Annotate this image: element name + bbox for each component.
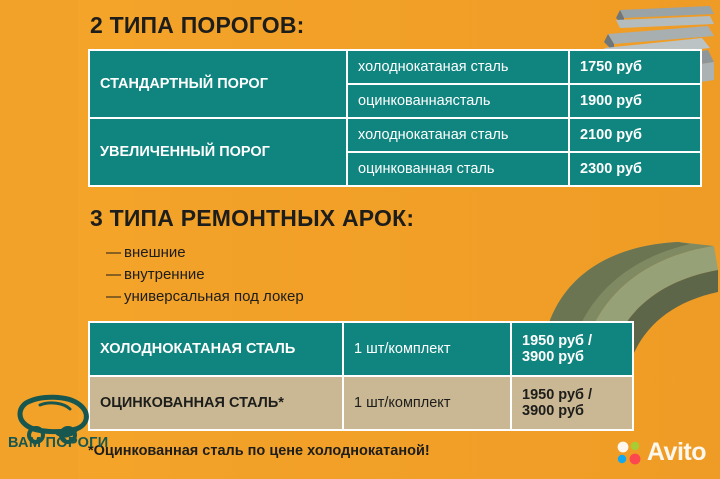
arches-title: 3 ТИПА РЕМОНТНЫХ АРОК: [90, 205, 415, 231]
sill-price: 1900 руб [569, 84, 701, 118]
poster-content [88, 12, 648, 459]
list-item: — внешние [106, 242, 648, 264]
arch-quantity: 1 шт/комплект [343, 376, 511, 430]
arches-price-table [88, 321, 634, 431]
arch-material: ХОЛОДНОКАТАНАЯ СТАЛЬ [89, 322, 343, 376]
sill-price: 2100 руб [569, 118, 701, 152]
brand-logo-text: ВАМ ПОРОГИ [8, 435, 109, 451]
table-row [89, 322, 633, 376]
sill-category: СТАНДАРТНЫЙ ПОРОГ [89, 50, 347, 118]
sill-material: холоднокатаная сталь [347, 50, 569, 84]
table-row [89, 50, 701, 84]
sills-title: 2 ТИПА ПОРОГОВ: [90, 12, 305, 38]
arch-types-list [88, 242, 648, 307]
avito-watermark [616, 438, 706, 467]
list-item: — универсальная под локер [106, 286, 648, 308]
sill-price: 2300 руб [569, 152, 701, 186]
arch-price: 1950 руб / 3900 руб [511, 376, 633, 430]
sill-material: оцинкованная сталь [347, 152, 569, 186]
table-row [89, 118, 701, 152]
table-row [89, 376, 633, 430]
footnote: *Оцинкованная сталь по цене холоднокатаной! [88, 443, 430, 460]
avito-wordmark: Avito [646, 438, 706, 466]
arch-quantity: 1 шт/комплект [343, 322, 511, 376]
sill-price: 1750 руб [569, 50, 701, 84]
sill-material: холоднокатаная сталь [347, 118, 569, 152]
sill-category: УВЕЛИЧЕННЫЙ ПОРОГ [89, 118, 347, 186]
arch-material: ОЦИНКОВАННАЯ СТАЛЬ* [89, 376, 343, 430]
sill-material: оцинкованнаясталь [347, 84, 569, 118]
avito-dots-icon [616, 440, 642, 466]
arch-price: 1950 руб / 3900 руб [511, 322, 633, 376]
list-item: — внутренние [106, 264, 648, 286]
sills-price-table [88, 49, 702, 187]
